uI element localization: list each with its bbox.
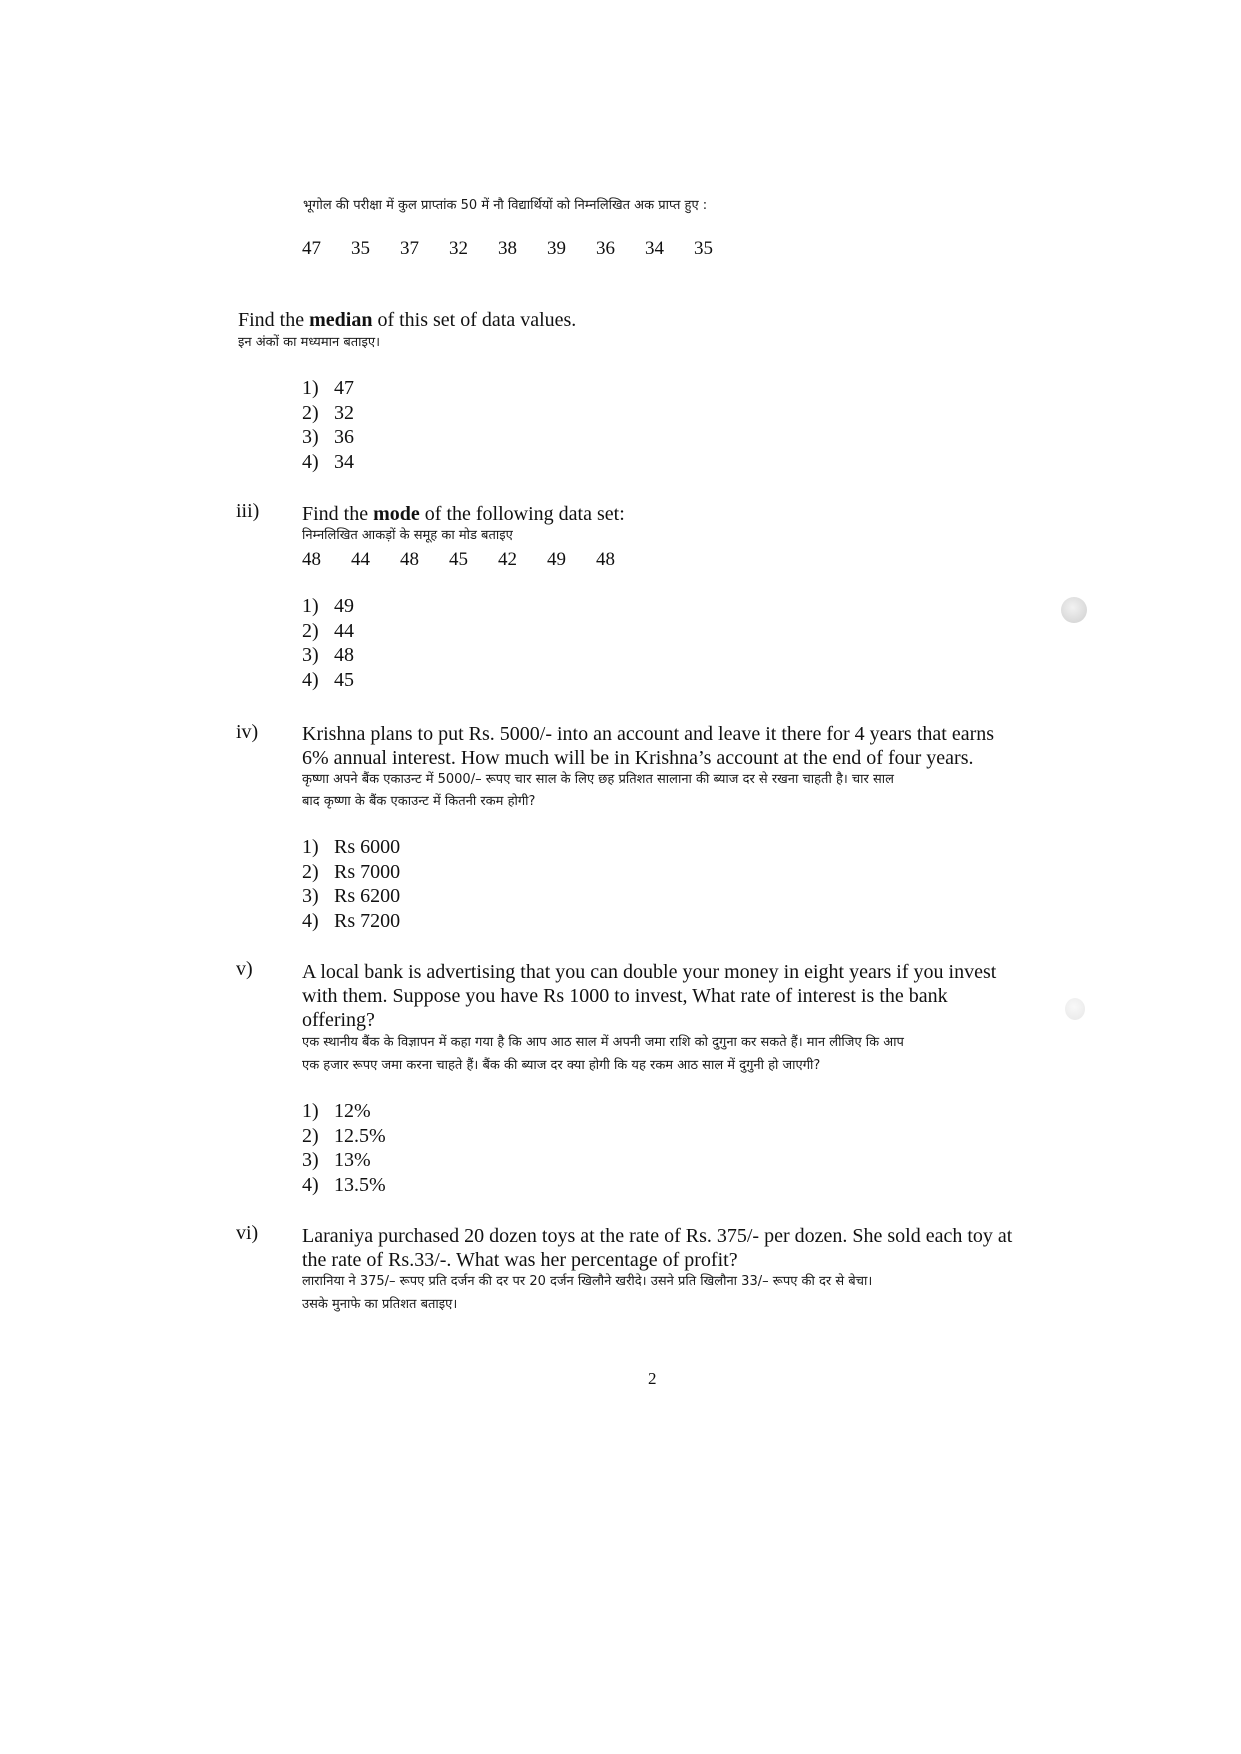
option: 3) 36 — [302, 426, 354, 448]
option: 1) 47 — [302, 377, 354, 399]
option: 3) 48 — [302, 644, 354, 666]
q4-line2: 6% annual interest. How much will be in Krishna’s account at the end of four years. — [302, 747, 974, 769]
option: 4) 45 — [302, 668, 354, 691]
option: 1) 49 — [302, 595, 354, 617]
option: 4) 13.5% — [302, 1173, 386, 1196]
intro-hindi: भूगोल की परीक्षा में कुल प्राप्तांक 50 में नौ विद्यार्थियों को निम्नलिखित अक प्राप्त हुए : — [303, 198, 708, 213]
option: 4) 34 — [302, 450, 354, 473]
q3-values — [302, 549, 645, 571]
option: 3) Rs 6200 — [302, 885, 401, 907]
value: 39 — [547, 238, 566, 259]
value: 37 — [400, 238, 419, 259]
q4-options — [302, 835, 400, 933]
q5-line2: with them. Suppose you have Rs 1000 to invest, What rate of interest is the bank — [302, 985, 948, 1007]
value: 32 — [449, 238, 468, 259]
scan-spot — [1065, 998, 1085, 1020]
q4-line1: Krishna plans to put Rs. 5000/- into an account and leave it there for 4 years that earns — [302, 723, 995, 745]
value: 47 — [302, 238, 321, 259]
q3-options — [302, 594, 354, 692]
value: 45 — [449, 549, 468, 570]
value: 36 — [596, 238, 615, 259]
q3-question: Find the mode of the following data set: — [302, 503, 625, 525]
q6-line2: the rate of Rs.33/-. What was her percentage of profit? — [302, 1249, 738, 1271]
q4-number: iv) — [236, 721, 259, 743]
value: 48 — [400, 549, 419, 570]
q5-hindi1: एक स्थानीय बैंक के विज्ञापन में कहा गया है कि आप आठ साल में अपनी जमा राशि को दुगुना कर सकते हैं। मान लीजिए कि आप — [302, 1035, 904, 1050]
value: 42 — [498, 549, 517, 570]
value: 35 — [351, 238, 370, 259]
q5-number: v) — [236, 958, 253, 980]
option: 2) 12.5% — [302, 1124, 386, 1147]
q3-number: iii) — [236, 500, 260, 522]
q5-options — [302, 1099, 386, 1197]
q3-hindi: निम्नलिखित आकड़ों के समूह का मोड बताइए — [302, 528, 513, 543]
q5-line3: offering? — [302, 1009, 375, 1031]
q2-options — [302, 376, 354, 474]
q4-hindi2: बाद कृष्णा के बैंक एकाउन्ट में कितनी रकम होगी? — [302, 794, 536, 809]
option: 1) 12% — [302, 1100, 371, 1122]
value: 34 — [645, 238, 664, 259]
q4-hindi1: कृष्णा अपने बैंक एकाउन्ट में 5000/– रूपए चार साल के लिए छह प्रतिशत सालाना की ब्याज दर से रखना चाहती है। चार साल — [302, 772, 894, 787]
scan-spot — [1061, 597, 1087, 623]
q6-number: vi) — [236, 1222, 259, 1244]
value: 35 — [694, 238, 713, 259]
option: 2) 32 — [302, 401, 354, 424]
q6-hindi1: लारानिया ने 375/– रूपए प्रति दर्जन की दर पर 20 दर्जन खिलौने खरीदे। उसने प्रति खिलौना 33/– रूपए की दर से बेचा। — [302, 1274, 873, 1289]
option: 2) Rs 7000 — [302, 860, 401, 883]
q6-hindi2: उसके मुनाफे का प्रतिशत बताइए। — [302, 1297, 458, 1312]
q2-question: Find the median of this set of data values. — [238, 309, 577, 331]
q5-hindi2: एक हजार रूपए जमा करना चाहते हैं। बैंक की ब्याज दर क्या होगी कि यह रकम आठ साल में दुगुनी हो जाएगी? — [302, 1058, 821, 1073]
value: 48 — [596, 549, 615, 570]
page-number: 2 — [648, 1369, 657, 1388]
option: 2) 44 — [302, 619, 354, 642]
option: 1) Rs 6000 — [302, 836, 401, 858]
option: 4) Rs 7200 — [302, 909, 401, 932]
q5-line1: A local bank is advertising that you can double your money in eight years if you invest — [302, 961, 997, 983]
value: 38 — [498, 238, 517, 259]
value: 44 — [351, 549, 370, 570]
option: 3) 13% — [302, 1149, 371, 1171]
intro-values — [302, 238, 743, 260]
value: 49 — [547, 549, 566, 570]
value: 48 — [302, 549, 321, 570]
q2-hindi: इन अंकों का मध्यमान बताइए। — [238, 335, 381, 350]
q6-line1: Laraniya purchased 20 dozen toys at the rate of Rs. 375/- per dozen. She sold each toy at — [302, 1225, 1013, 1247]
